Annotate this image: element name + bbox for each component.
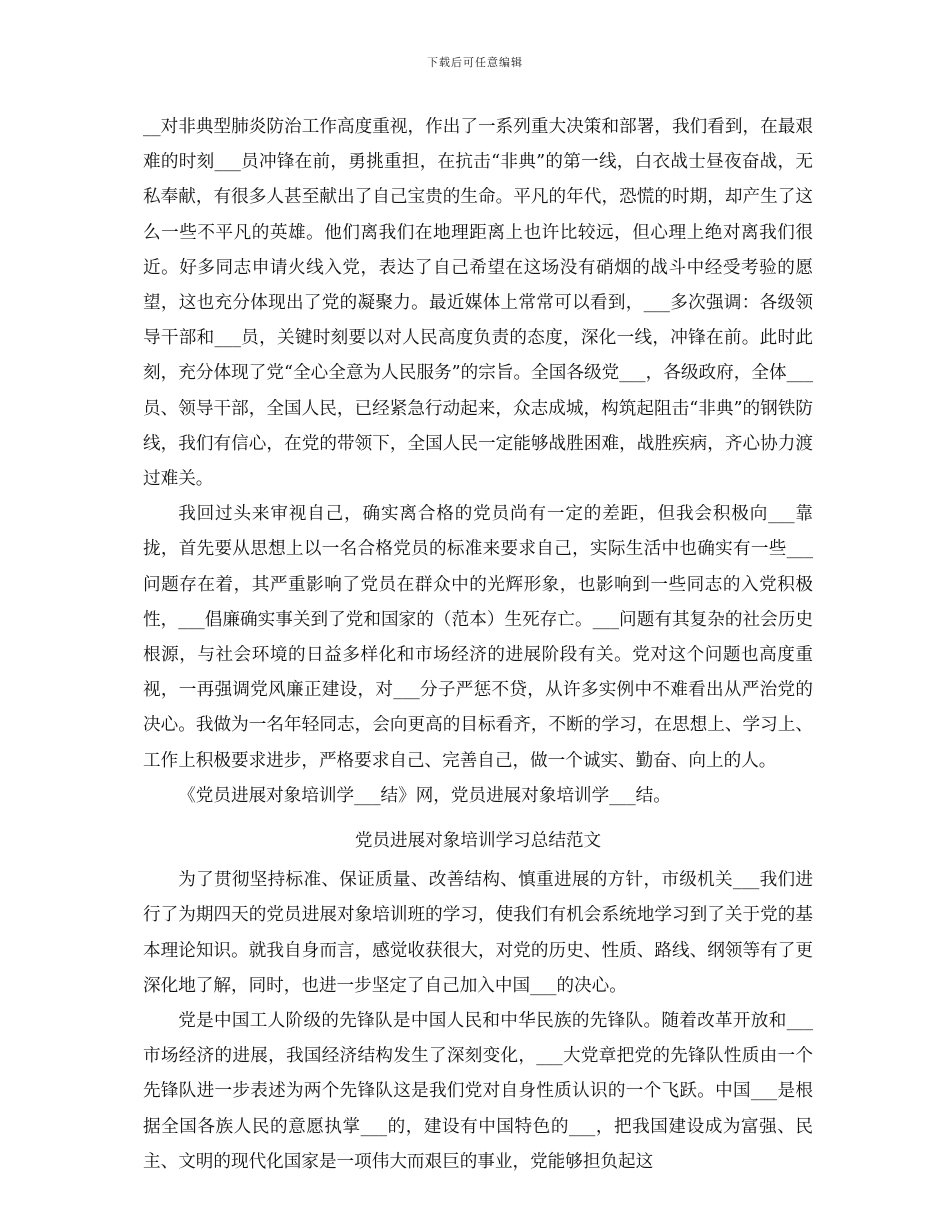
paragraph: 党是中国工人阶级的先锋队是中国人民和中华民族的先锋队。随着改革开放和___市场经济的进展，我国经济结构发生了深刻变化，___大党章把党的先锋队性质由一个先锋队进一步表述为两个先锋队这是我们党对自身性质认识的一个飞跃。中国___是根据全国各族人民的意愿执掌___的，建设有中国特色的___，把我国建设成为富强、民主、文明的现代化国家是一项伟大而艰巨的事业，党能够担负起这 (143, 1011, 813, 1172)
paragraph: 我回过头来审视自己，确实离合格的党员尚有一定的差距，但我会积极向___靠拢，首先要从思想上以一名合格党员的标准来要求自己，实际生活中也确实有一些___问题存在着，其严重影响了党员在群众中的光辉形象，也影响到一些同志的入党积极性，___倡廉确实事关到了党和国家的（范本）生死存亡。___问题有其复杂的社会历史根源，与社会环境的日益多样化和市场经济的进展阶段有关。党对这个问题也高度重视，一再强调党风廉正建设，对___分子严惩不贷，从许多实例中不难看出从严治党的决心。我做为一名年轻同志，会向更高的目标看齐，不断的学习，在思想上、学习上、工作上积极要求进步，严格要求自己、完善自己，做一个诚实、勤奋、向上的人。 (143, 504, 813, 771)
page-header: 下载后可任意编辑 (427, 56, 523, 69)
paragraph: __对非典型肺炎防治工作高度重视，作出了一系列重大决策和部署，我们看到，在最艰难的时刻___员冲锋在前，勇挑重担，在抗击“非典”的第一线，白衣战士昼夜奋战，无私奉献，有很多人甚至献出了自己宝贵的生命。平凡的年代，恐慌的时期，却产生了这么一些不平凡的英雄。他们离我们在地理距离上也许比较远，但心理上绝对离我们很近。好多同志申请火线入党，表达了自己希望在这场没有硝烟的战斗中经受考验的愿望，这也充分体现出了党的凝聚力。最近媒体上常常可以看到，___多次强调：各级领导干部和___员，关键时刻要以对人民高度负责的态度，深化一线，冲锋在前。此时此刻，充分体现了党“全心全意为人民服务”的宗旨。全国各级党___，各级政府，全体___员、领导干部，全国人民，已经紧急行动起来，众志成城，构筑起阻击“非典”的钢铁防线，我们有信心，在党的带领下，全国人民一定能够战胜困难，战胜疾病，齐心协力渡过难关。 (143, 117, 813, 490)
paragraph: 《党员进展对象培训学___结》网，党员进展对象培训学___结。 (178, 785, 671, 806)
document-body (143, 110, 813, 1180)
paragraph: 为了贯彻坚持标准、保证质量、改善结构、慎重进展的方针，市级机关___我们进行了为期四天的党员进展对象培训班的学习，使我们有机会系统地学习到了关于党的基本理论知识。就我自身而言，感觉收获很大，对党的历史、性质、路线、纲领等有了更深化地了解，同时，也进一步坚定了自己加入中国___的决心。 (143, 870, 813, 996)
section-title: 党员进展对象培训学习总结范文 (354, 831, 602, 852)
